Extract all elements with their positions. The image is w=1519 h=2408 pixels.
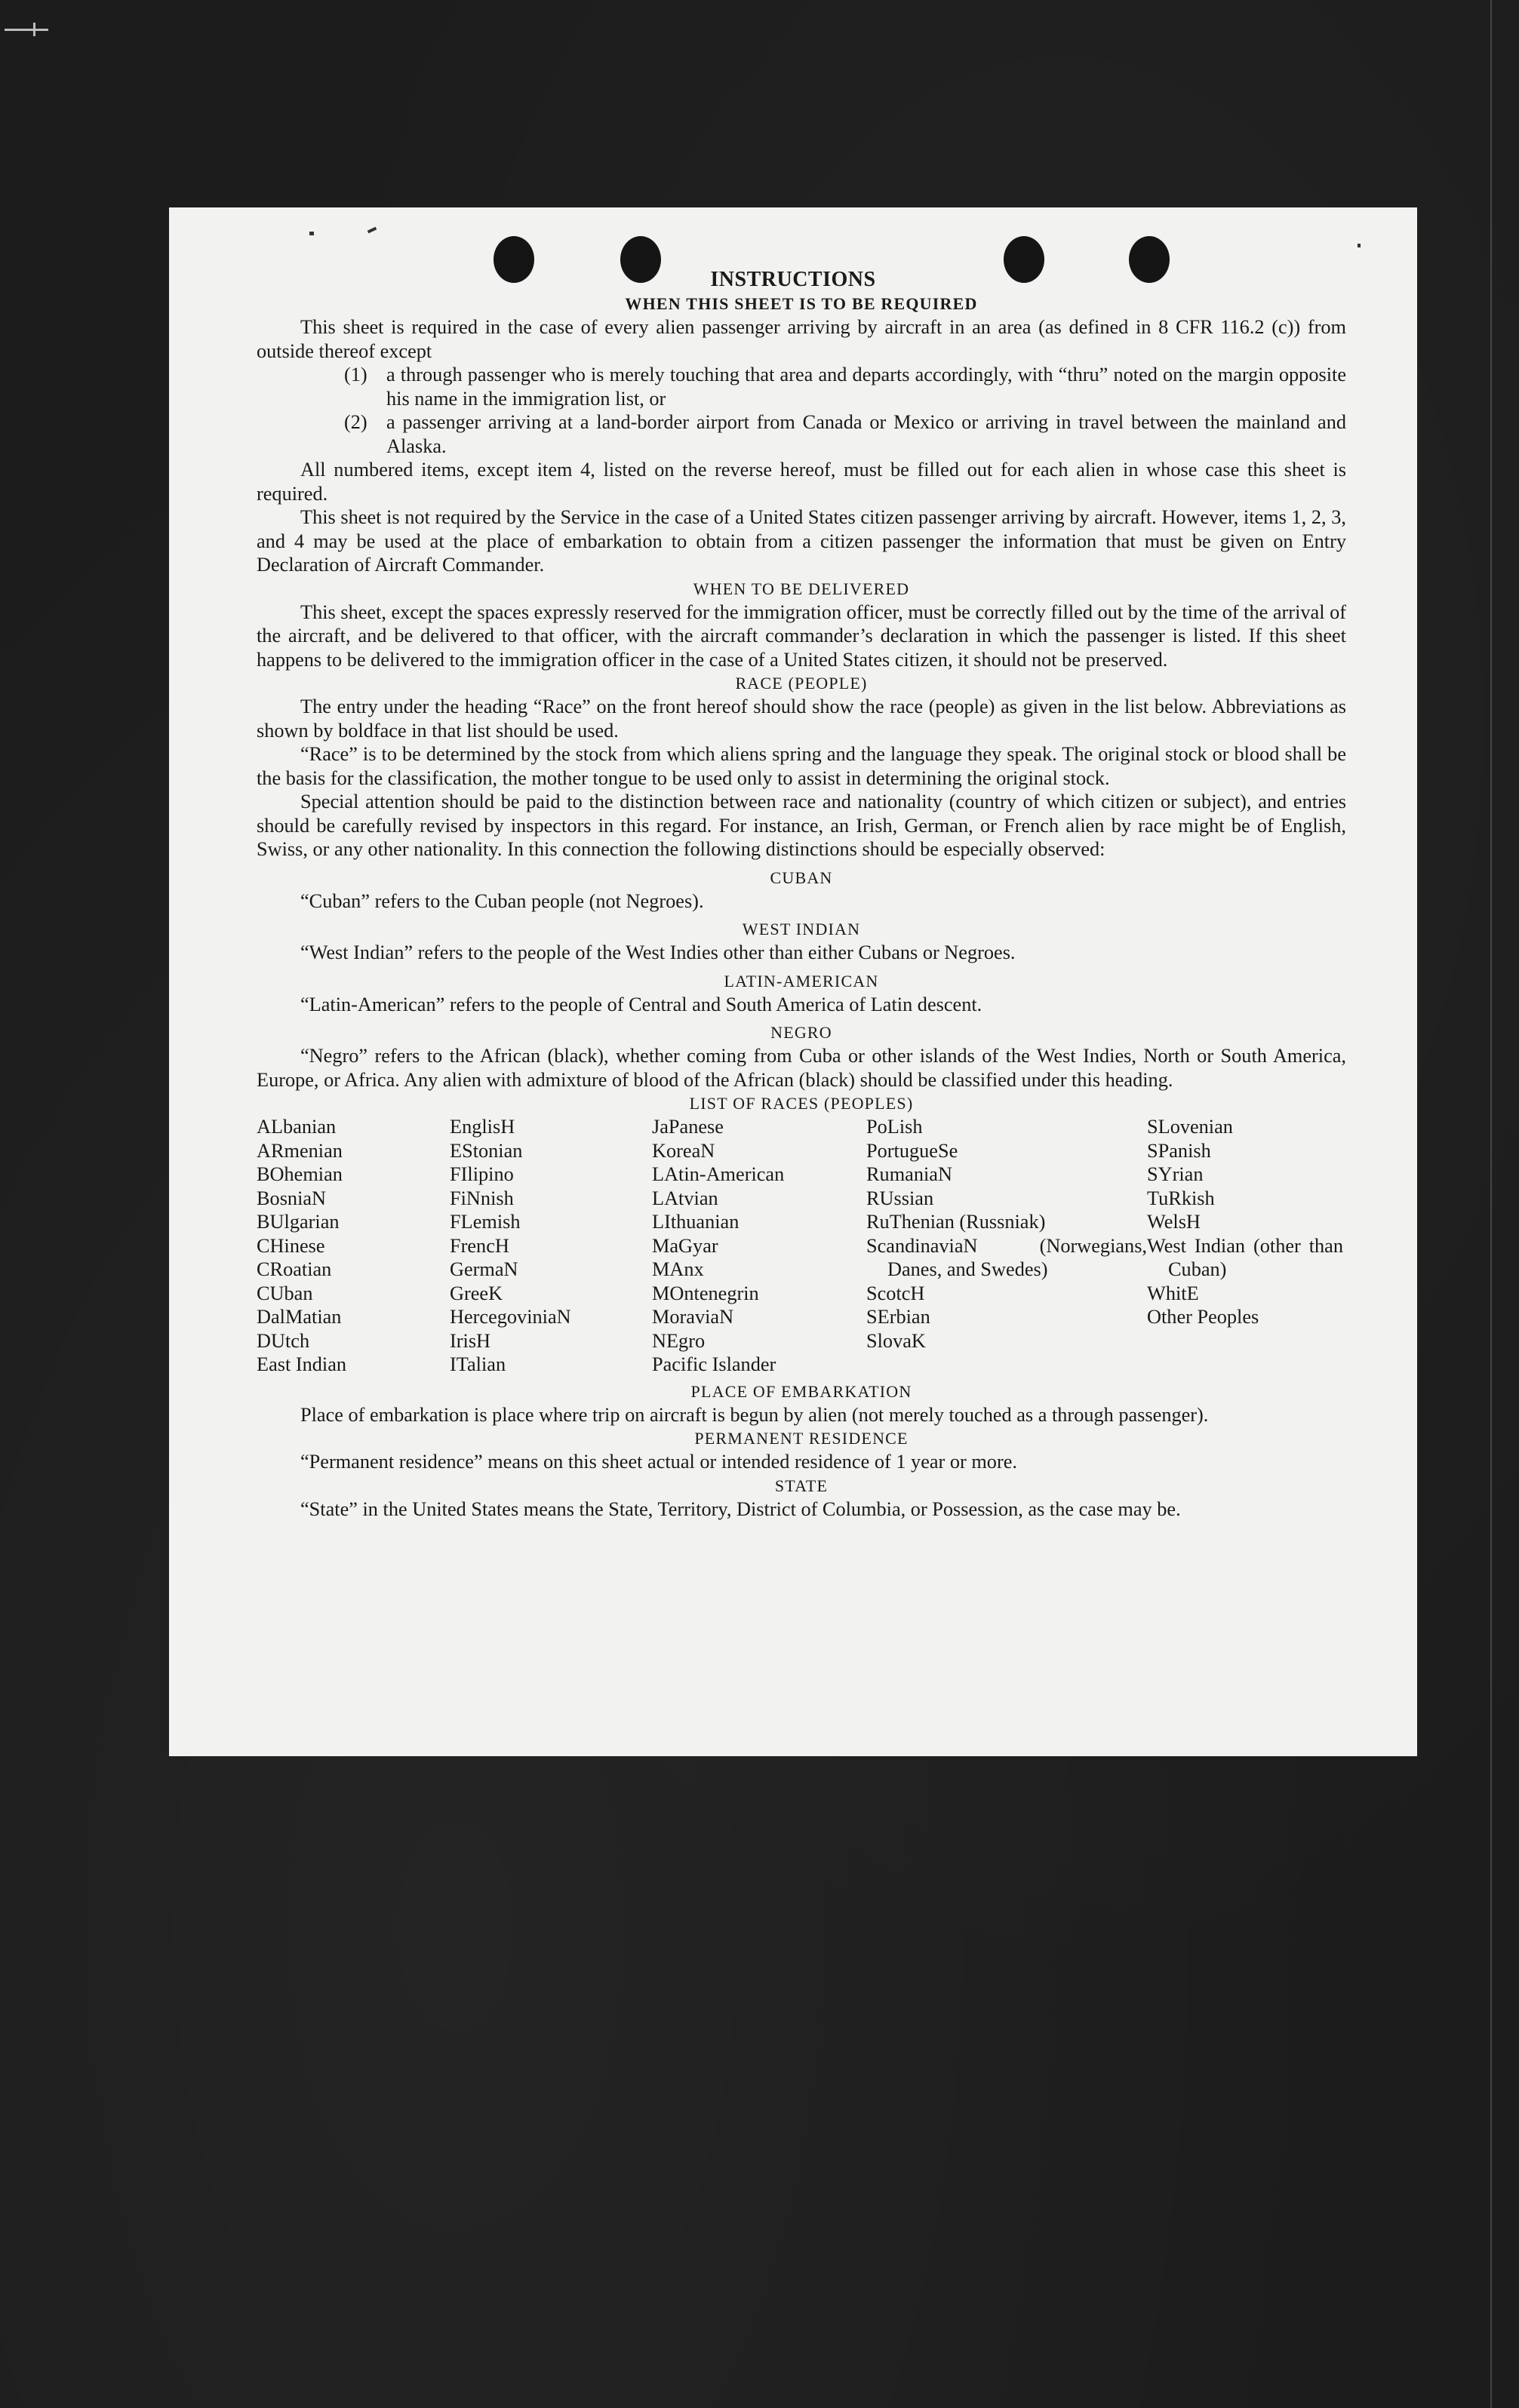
paragraph: “Cuban” refers to the Cuban people (not Negroes). [300,889,704,912]
race-entry: BUlgarian [257,1211,340,1233]
race-entry: EnglisH [450,1116,515,1138]
race-entry: LAtvian [652,1187,718,1209]
race-entry: DalMatian [257,1306,342,1328]
race-entry: FLemish [450,1211,521,1233]
race-entry: SLovenian [1147,1116,1233,1138]
race-entry: PortugueSe [866,1139,958,1162]
paragraph: “Race” is to be determined by the stock from which aliens spring and the language they speak. The original stock or blood shall be the basis for the classification, the mother tongue to be used only to assist in determining the original stock. [257,743,1346,789]
race-entry: PoLish [866,1116,923,1138]
race-entry: WhitE [1147,1282,1199,1304]
paragraph: “State” in the United States means the State, Territory, District of Columbia, or Possession, as the case may be. [300,1497,1181,1520]
race-entry: ScandinaviaN (Norwegians, Danes, and Swedes) [866,1234,1147,1280]
race-entry: CUban [257,1282,313,1304]
film-corner-mark [5,29,48,31]
race-entry: DUtch [257,1329,310,1352]
race-entry: GermaN [450,1258,518,1280]
race-entry: ARmenian [257,1139,343,1162]
paragraph: “West Indian” refers to the people of the West Indies other than either Cubans or Negroes. [300,941,1016,963]
paragraph: The entry under the heading “Race” on the front hereof should show the race (people) as given in the list below. Abbreviations as shown by boldface in that list should be used. [257,696,1346,742]
race-entry: FrencH [450,1234,509,1257]
instructions-body [257,292,1346,1521]
item-number: (2) [344,411,367,433]
race-entry: RUssian [866,1187,934,1209]
race-entry: MoraviaN [652,1306,734,1328]
race-column [257,1115,450,1377]
race-entry: TuRkish [1147,1187,1215,1209]
race-entry: SlovaK [866,1329,926,1352]
race-entry: JaPanese [652,1116,724,1138]
race-entry: BOhemian [257,1163,343,1185]
race-entry: EStonian [450,1139,523,1162]
speck [367,227,377,234]
section-heading: CUBAN [770,868,833,887]
paragraph: Special attention should be paid to the distinction between race and nationality (country of which citizen or subject), and entries should be carefully revised by inspectors in this regard. For instance, an Irish, German, or French alien by race might be of English, Swiss, or any other nationality. In this connection the following distinctions should be especially observed: [257,791,1346,860]
paragraph: This sheet is required in the case of every alien passenger arriving by aircraft in an area (as defined in 8 CFR 116.2 (c)) from outside thereof except [257,316,1346,362]
race-entry: GreeK [450,1282,503,1304]
race-entry: East Indian [257,1353,347,1375]
race-column [1147,1115,1343,1377]
race-column [450,1115,652,1377]
section-heading: LATIN-AMERICAN [724,971,879,991]
race-entry: WelsH [1147,1211,1201,1233]
race-column [652,1115,866,1377]
race-entry: Pacific Islander [652,1353,776,1375]
section-heading: WHEN TO BE DELIVERED [693,579,910,598]
race-entry: SPanish [1147,1139,1211,1162]
race-entry: SYrian [1147,1163,1204,1185]
section-heading: RACE (PEOPLE) [735,674,868,693]
section-heading: PERMANENT RESIDENCE [694,1429,909,1448]
paragraph: “Negro” refers to the African (black), whether coming from Cuba or other islands of the West Indies, North or South America, Europe, or Africa. Any alien with admixture of blood of the African (black) should be classified under this heading. [257,1045,1346,1091]
section-heading: WHEN THIS SHEET IS TO BE REQUIRED [625,294,978,313]
race-entry: Other Peoples [1147,1306,1259,1328]
race-entry: BosniaN [257,1187,327,1209]
race-entry: SErbian [866,1306,930,1328]
paragraph: “Latin-American” refers to the people of Central and South America of Latin descent. [300,993,982,1015]
page-title: INSTRUCTIONS [710,268,876,291]
item-text: a through passenger who is merely touching that area and departs accordingly, with “thru” noted on the margin opposite his name in the immigration list, or [386,364,1346,410]
paragraph: “Permanent residence” means on this sheet actual or intended residence of 1 year or more. [300,1451,1017,1473]
film-corner-mark [33,23,35,36]
section-heading: LIST OF RACES (PEOPLES) [689,1094,914,1113]
section-heading: NEGRO [770,1023,832,1042]
item-text: a passenger arriving at a land-border airport from Canada or Mexico or arriving in travel between the mainland and Alaska. [386,411,1346,457]
paragraph: Place of embarkation is place where trip on aircraft is begun by alien (not merely touched as a through passenger). [300,1403,1209,1426]
section-heading: STATE [774,1476,829,1495]
race-entry: RumaniaN [866,1163,952,1185]
race-entry: ScotcH [866,1282,925,1304]
document-page [169,207,1417,1756]
race-entry: FIlipino [450,1163,514,1185]
speck [309,232,314,235]
paragraph: This sheet is not required by the Service in the case of a United States citizen passenger arriving by aircraft. However, items 1, 2, 3, and 4 may be used at the place of embarkation to obtain from a citizen passenger the information that must be given on Entry Declaration of Aircraft Commander. [257,506,1346,576]
race-entry: CRoatian [257,1258,332,1280]
race-entry: RuThenian (Russniak) [866,1211,1046,1233]
race-column [866,1115,1147,1377]
race-entry: LAtin-American [652,1163,785,1185]
exception-item [344,410,1346,458]
film-edge-line [1490,0,1492,2408]
paragraph: All numbered items, except item 4, listed on the reverse hereof, must be filled out for each alien in whose case this sheet is required. [257,459,1346,505]
race-entry: ITalian [450,1353,506,1375]
race-entry: LIthuanian [652,1211,740,1233]
section-heading: WEST INDIAN [742,920,861,938]
race-entry: NEgro [652,1329,706,1352]
section-heading: PLACE OF EMBARKATION [690,1381,912,1401]
speck [1358,244,1361,247]
paragraph: This sheet, except the spaces expressly reserved for the immigration officer, must be correctly filled out by the time of the arrival of the aircraft, and be delivered to that officer, with the aircraft commander’s declaration in which the passenger is listed. If this sheet happens to be delivered to the immigration officer in the case of a United States citizen, it should not be preserved. [257,600,1346,671]
race-entry: CHinese [257,1234,325,1257]
race-entry: West Indian (other than Cuban) [1147,1234,1343,1280]
race-entry: KoreaN [652,1139,715,1162]
race-entry: ALbanian [257,1116,337,1138]
exception-item [344,363,1346,410]
race-entry: MAnx [652,1258,704,1280]
race-entry: FiNnish [450,1187,514,1209]
race-entry: MaGyar [652,1234,718,1257]
item-number: (1) [344,364,367,385]
race-entry: IrisH [450,1329,491,1352]
race-entry: MOntenegrin [652,1282,759,1304]
race-entry: HercegoviniaN [450,1306,571,1328]
race-list [257,1115,1346,1377]
